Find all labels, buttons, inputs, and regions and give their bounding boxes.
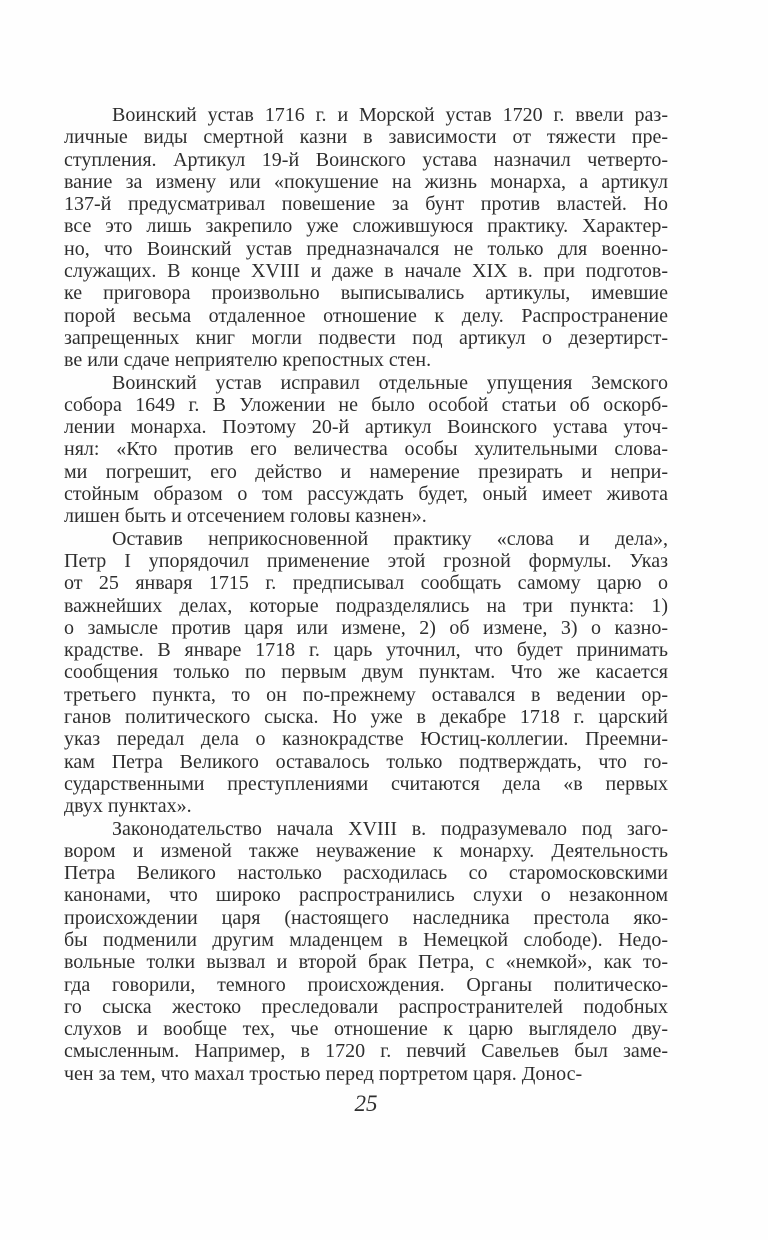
text-line: лении монарха. Поэтому 20-й артикул Воинского устава уточ- xyxy=(64,416,668,439)
text-line: ступления. Артикул 19-й Воинского устава назначил четверто- xyxy=(64,148,668,171)
text-line: бы подменили другим младенцем в Немецкой слободе). Недо- xyxy=(64,928,668,951)
paragraph-1 xyxy=(64,104,668,372)
text-line: порой весьма отдаленное отношение к делу. Распространение xyxy=(64,304,668,327)
text-block xyxy=(64,104,668,1085)
text-line: запрещенных книг могли подвести под артикул о дезертирст- xyxy=(64,326,668,349)
text-line: ганов политического сыска. Но уже в декабре 1718 г. царский xyxy=(64,706,668,729)
text-line: но, что Воинский устав предназначался не только для военно- xyxy=(64,237,668,260)
paragraph-4 xyxy=(64,818,668,1086)
text-line: стойным образом о том рассуждать будет, оный имеет живота xyxy=(64,483,668,506)
text-line: все это лишь закрепило уже сложившуюся практику. Характер- xyxy=(64,215,668,238)
text-line: вором и изменой также неуважение к монарху. Деятельность xyxy=(64,839,668,862)
page-number: 25 xyxy=(354,1091,378,1116)
text-line: третьего пункта, то он по-прежнему оставался в ведении ор- xyxy=(64,683,668,706)
text-line: личные виды смертной казни в зависимости от тяжести пре- xyxy=(64,126,668,149)
text-line: собора 1649 г. В Уложении не было особой статьи об оскорб- xyxy=(64,393,668,416)
text-line: Законодательство начала XVIII в. подразумевало под заго- xyxy=(112,817,668,840)
text-line: смысленным. Например, в 1720 г. певчий Савельев был заме- xyxy=(64,1040,668,1063)
text-line: от 25 января 1715 г. предписывал сообщать самому царю о xyxy=(64,572,668,595)
text-line: о замысле против царя или измене, 2) об измене, 3) о казно- xyxy=(64,616,668,639)
text-line: нял: «Кто против его величества особы хулительными слова- xyxy=(64,438,668,461)
text-line: Воинский устав исправил отдельные упущения Земского xyxy=(112,371,668,394)
text-line: вание за измену или «покушение на жизнь монарха, а артикул xyxy=(64,170,668,193)
text-line: вольные толки вызвал и второй брак Петра, с «немкой», как то- xyxy=(64,951,668,974)
paragraph-3 xyxy=(64,528,668,818)
text-line: важнейших делах, которые подразделялись на три пункта: 1) xyxy=(64,594,668,617)
text-line: гда говорили, темного происхождения. Органы политическо- xyxy=(64,973,668,996)
text-line: лишен быть и отсечением головы казнен». xyxy=(64,505,427,528)
text-line: двух пунктах». xyxy=(64,795,192,818)
text-line: происхождении царя (настоящего наследника престола яко- xyxy=(64,906,668,929)
text-line: Оставив неприкосновенной практику «слова и дела», xyxy=(112,527,668,550)
text-line: ми погрешит, его действо и намерение презирать и непри- xyxy=(64,460,668,483)
text-line: ке приговора произвольно выписывались артикулы, имевшие xyxy=(64,282,668,305)
text-line: крадстве. В январе 1718 г. царь уточнил, что будет принимать xyxy=(64,639,668,662)
text-line: служащих. В конце XVIII и даже в начале XIX в. при подготов- xyxy=(64,260,668,283)
text-line: сообщения только по первым двум пунктам. Что же касается xyxy=(64,661,668,684)
text-line: Петр I упорядочил применение этой грозной формулы. Указ xyxy=(64,549,668,572)
text-line: 137-й предусматривал повешение за бунт против властей. Но xyxy=(64,193,668,216)
text-line: ве или сдаче неприятелю крепостных стен. xyxy=(64,349,432,372)
paragraph-2 xyxy=(64,372,668,528)
text-line: сударственными преступлениями считаются дела «в первых xyxy=(64,772,668,795)
text-line: слухов и вообще тех, чье отношение к царю выглядело дву- xyxy=(64,1018,668,1041)
text-line: Петра Великого настолько расходилась со старомосковскими xyxy=(64,862,668,885)
text-line: канонами, что широко распространились слухи о незаконном xyxy=(64,884,668,907)
text-line: указ передал дела о казнокрадстве Юстиц-коллегии. Преемни- xyxy=(64,728,668,751)
text-line: чен за тем, что махал тростью перед портретом царя. Донос- xyxy=(64,1062,583,1085)
text-line: кам Петра Великого оставалось только подтверждать, что го- xyxy=(64,750,668,773)
text-line: Воинский устав 1716 г. и Морской устав 1720 г. ввели раз- xyxy=(112,104,668,126)
text-line: го сыска жестоко преследовали распространителей подобных xyxy=(64,995,668,1018)
